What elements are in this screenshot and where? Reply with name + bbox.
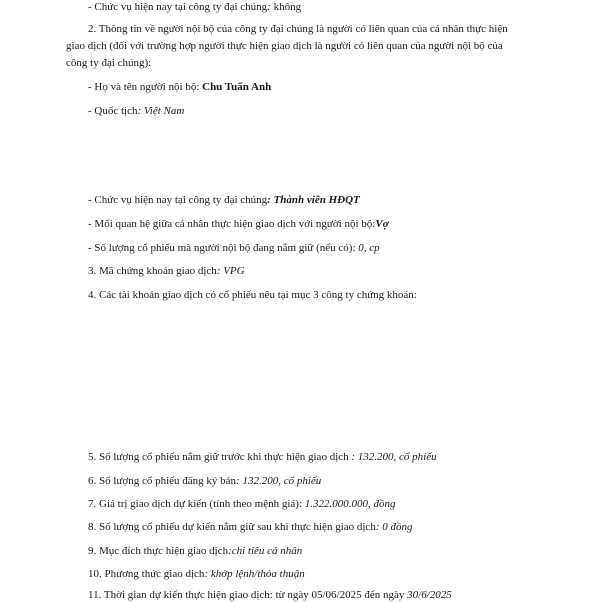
timeframe-line: 11. Thời gian dự kiến thực hiện giao dịch: từ ngày 05/06/2025 đến ngày 30/6/2025 — [88, 589, 452, 601]
nationality-line: - Quốc tịch: Việt Nam — [88, 105, 185, 117]
nationality-value: : Việt Nam — [137, 105, 185, 117]
insider-shares-line: - Số lượng cổ phiếu mà người nội bộ đang nắm giữ (nếu có): 0, cp — [88, 242, 380, 254]
timeframe-value: : từ ngày 05/06/2025 đến ngày — [269, 589, 408, 601]
expected-value-line: 7. Giá trị giao dịch dự kiến (tính theo mệnh giá): 1.322.000.000, đồng — [88, 498, 396, 510]
expected-value-value: 1.322.000.000, đồng — [304, 498, 396, 510]
section-2-continuation-2: công ty đại chúng): — [66, 57, 152, 69]
section-2-heading: 2. Thông tin về người nội bộ của công ty đại chúng là người có liên quan của cá nhân thực hiện — [88, 23, 508, 35]
insider-name-value: Chu Tuấn Anh — [202, 81, 272, 93]
relationship-value: Vợ — [375, 218, 389, 230]
insider-shares-value: 0, cp — [358, 242, 380, 254]
shares-to-sell-line: 6. Số lượng cổ phiếu đăng ký bán: 132.200, cổ phiếu — [88, 475, 322, 487]
insider-position-line: - Chức vụ hiện nay tại công ty đại chúng: Thành viên HĐQT — [88, 194, 360, 206]
securities-code-value: : VPG — [216, 265, 245, 277]
shares-before-line: 5. Số lượng cổ phiếu nắm giữ trước khi thực hiện giao dịch : 132.200, cổ phiếu — [88, 451, 437, 463]
timeframe-end-date: 30/6/2025 — [407, 589, 452, 601]
insider-name-line: - Họ và tên người nội bộ: Chu Tuấn Anh — [88, 81, 272, 93]
shares-to-sell-value: : 132.200, cổ phiếu — [236, 475, 322, 487]
securities-code-line: 3. Mã chứng khoán giao dịch: VPG — [88, 265, 245, 277]
purpose-line: 9. Mục đích thực hiện giao dịch:chi tiêu cá nhân — [88, 545, 303, 557]
shares-after-value: : 0 đồng — [375, 521, 413, 533]
shares-after-line: 8. Số lượng cổ phiếu dự kiến nắm giữ sau khi thực hiện giao dịch: 0 đồng — [88, 521, 413, 533]
method-line: 10. Phương thức giao dịch: khớp lệnh/thỏa thuận — [88, 568, 305, 580]
shares-before-value: : 132.200, cổ phiếu — [351, 451, 437, 463]
position-line-1: - Chức vụ hiện nay tại công ty đại chúng: không — [88, 1, 302, 13]
purpose-value: :chi tiêu cá nhân — [228, 545, 303, 557]
relationship-line: - Mối quan hệ giữa cá nhân thực hiện giao dịch với người nội bộ:Vợ — [88, 218, 389, 230]
method-value: : khớp lệnh/thỏa thuận — [204, 568, 305, 580]
insider-position-value: : Thành viên HĐQT — [267, 194, 360, 206]
trading-accounts-line: 4. Các tài khoản giao dịch có cổ phiếu nêu tại mục 3 công ty chứng khoán: — [88, 289, 417, 301]
section-2-continuation-1: giao dịch (đối với trường hợp người thực hiện giao dịch là người có liên quan của người nội bộ của — [66, 40, 503, 52]
